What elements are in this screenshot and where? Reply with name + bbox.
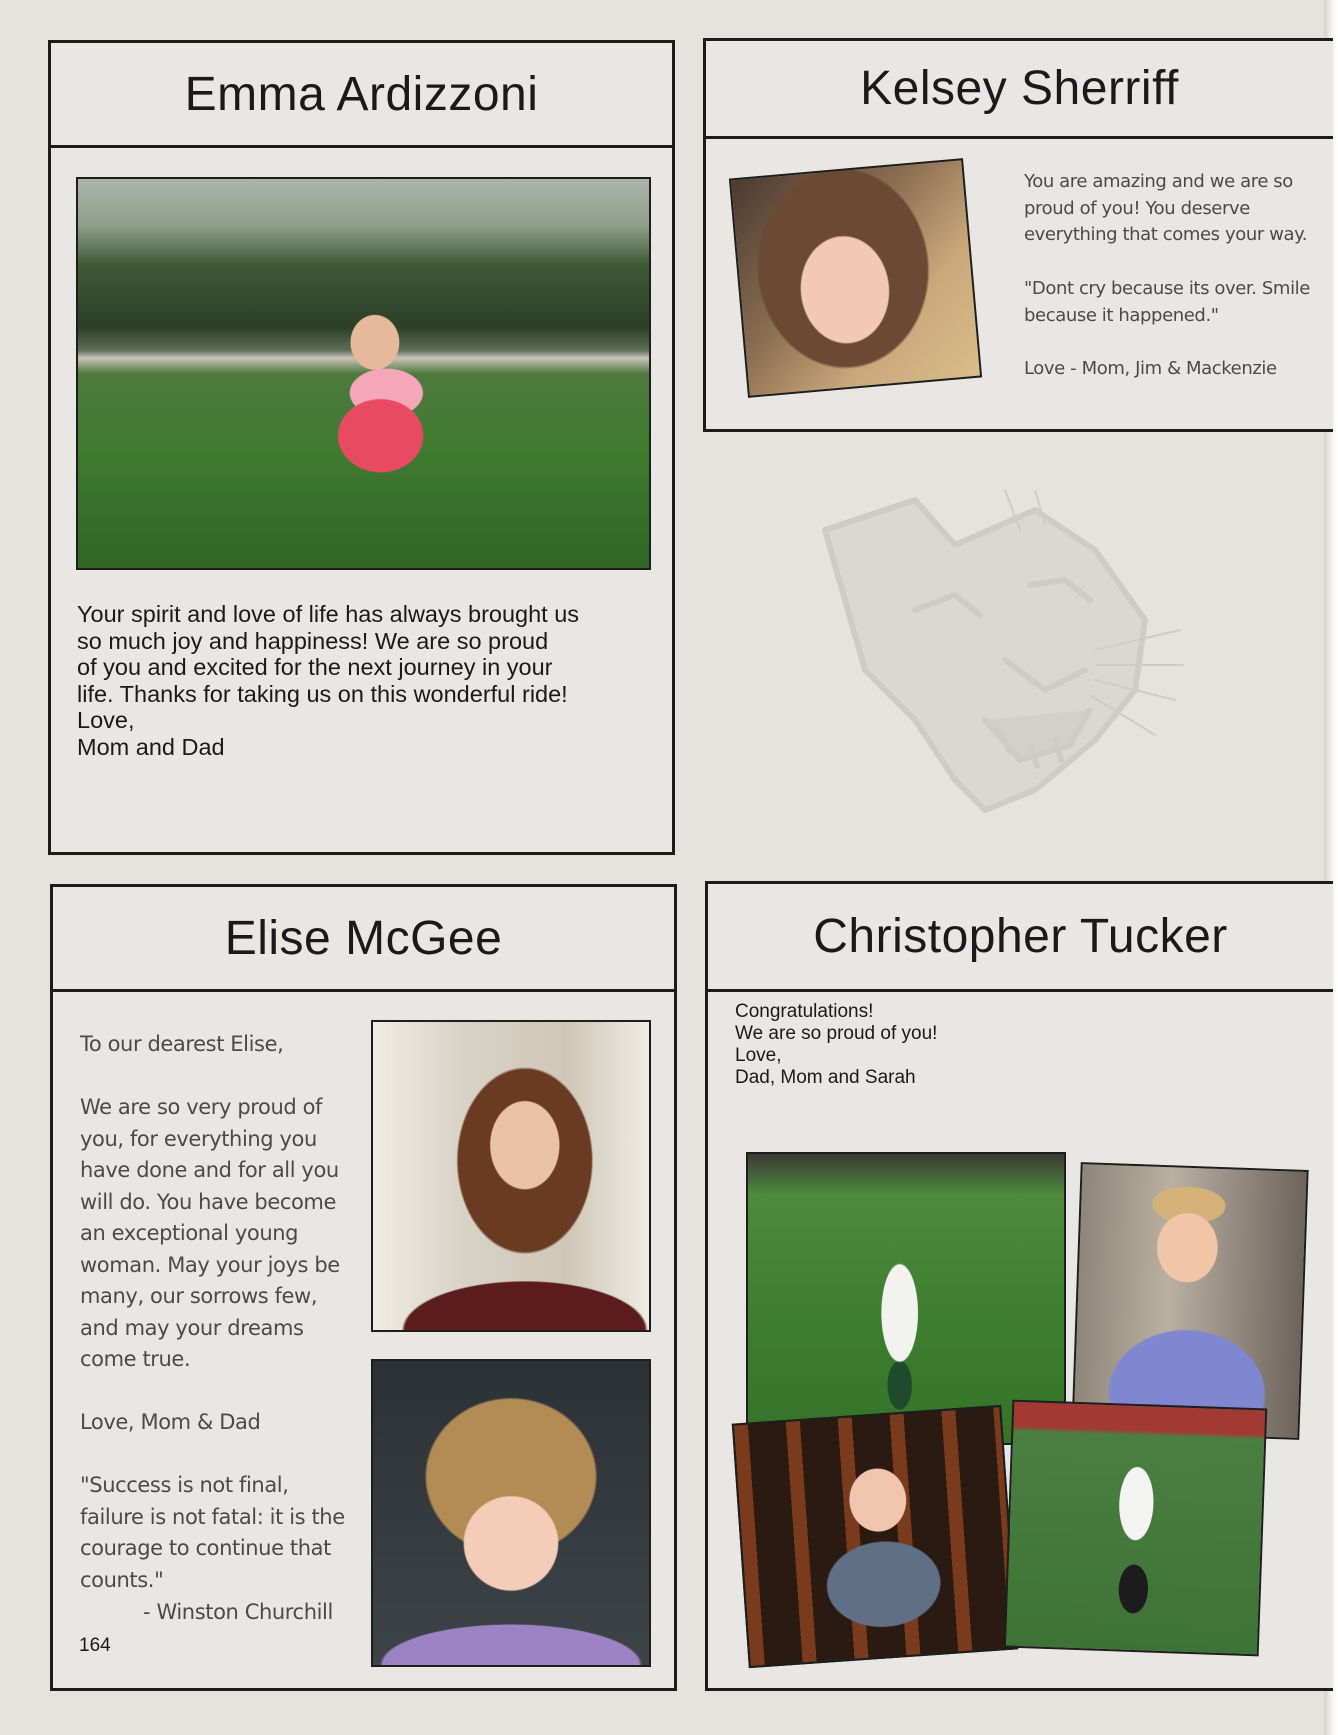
tribute-greeting: To our dearest Elise,	[80, 1032, 284, 1056]
page-number: 164	[79, 1635, 111, 1656]
tribute-name: Christopher Tucker	[708, 884, 1333, 992]
photo-emma-childhood	[76, 177, 651, 570]
cougar-watermark-icon	[805, 490, 1185, 820]
photo-elise-senior	[371, 1020, 651, 1332]
photo-christopher-childhood	[1071, 1162, 1308, 1440]
photo-christopher-lacrosse	[1004, 1400, 1267, 1657]
tribute-quote: "Success is not final, failure is not fatal: it is the courage to continue that counts."	[80, 1473, 345, 1592]
tribute-signature: Love - Mom, Jim & Mackenzie	[1024, 358, 1277, 379]
tribute-elise	[50, 884, 677, 1691]
tribute-name: Kelsey Sherriff	[706, 41, 1333, 139]
tribute-name: Elise McGee	[53, 887, 674, 992]
tribute-quote: "Dont cry because its over. Smile because it happened."	[1024, 278, 1310, 326]
tribute-name: Emma Ardizzoni	[51, 43, 672, 148]
tribute-christopher	[705, 881, 1333, 1691]
tribute-emma	[48, 40, 675, 855]
photo-christopher-toddler	[732, 1405, 1018, 1668]
quote-attribution: - Winston Churchill	[143, 1600, 333, 1624]
tribute-message: Your spirit and love of life has always brought us so much joy and happiness! We are so proud of you and excited for the next journey in your life. Thanks for taking us on this wonderful ride! Love, Mom and Dad	[77, 601, 580, 760]
tribute-message: You are amazing and we are so proud of you! You deserve everything that comes your way.	[1024, 171, 1308, 245]
tribute-message: We are so very proud of you, for everything you have done and for all you will do. You have become an exceptional young woman. May your joys be many, our sorrows few, and may your dreams come true.	[80, 1095, 340, 1371]
photo-kelsey-childhood	[729, 158, 982, 398]
photo-elise-childhood	[371, 1359, 651, 1667]
tribute-message: Congratulations! We are so proud of you! Love, Dad, Mom and Sarah	[735, 1001, 938, 1088]
tribute-kelsey	[703, 38, 1333, 432]
tribute-signature: Love, Mom & Dad	[80, 1410, 261, 1434]
